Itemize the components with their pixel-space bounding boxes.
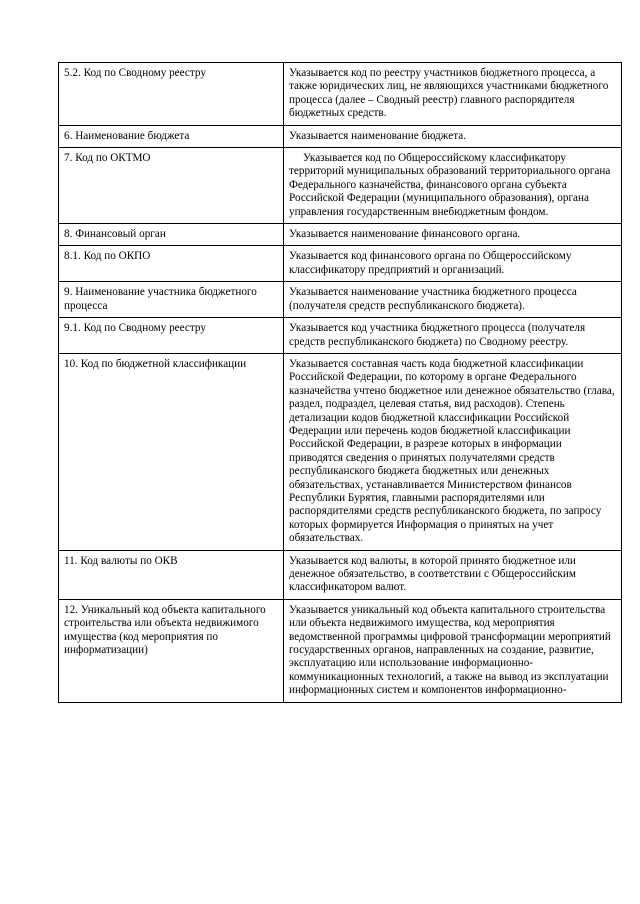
- table-row: [59, 353, 622, 550]
- field-description-cell: Указывается код по реестру участников бюджетного процесса, а также юридических лиц, не являющихся участниками бюджетного процесса (далее – Сводный реестр) главного распорядителя бюджетных средств.: [284, 63, 622, 126]
- table-row: [59, 148, 622, 224]
- field-name-cell: 10. Код по бюджетной классификации: [59, 353, 284, 550]
- table-row: [59, 224, 622, 246]
- table-row: [59, 125, 622, 147]
- field-name-cell: 8.1. Код по ОКПО: [59, 246, 284, 282]
- field-name-cell: 8. Финансовый орган: [59, 224, 284, 246]
- table-row: [59, 599, 622, 702]
- table-row: [59, 282, 622, 318]
- field-description-cell: Указывается составная часть кода бюджетной классификации Российской Федерации, по которому в органе Федерального казначейства учтено бюджетное или денежное обязательство (глава, раздел, подраздел, целевая статья, вид расходов). Степень детализации кодов бюджетной классификации Российской Федерации или перечень кодов бюджетной классификации Российской Федерации, в разрезе которых в информации приводятся сведения о принятых получателями средств республиканского бюджета бюджетных или денежных обязательствах, устанавливается Министерством финансов Республики Бурятия, главными распорядителями или распорядителями средств республиканского бюджета, по запросу которых формируется Информация о принятых на учет обязательствах.: [284, 353, 622, 550]
- field-description-cell: Указывается код участника бюджетного процесса (получателя средств республиканского бюджета) по Сводному реестру.: [284, 318, 622, 354]
- field-description-cell: Указывается код валюты, в которой принято бюджетное или денежное обязательство, в соответствии с Общероссийским классификатором валют.: [284, 550, 622, 599]
- field-name-cell: 9. Наименование участника бюджетного процесса: [59, 282, 284, 318]
- field-description-text: Указывается код по Общероссийскому классификатору территорий муниципальных образований территориального органа Федерального казначейства, финансового органа субъекта Российской Федерации (муниципального образования), органа управления государственным внебюджетным фондом.: [289, 152, 611, 218]
- field-name-cell: 6. Наименование бюджета: [59, 125, 284, 147]
- field-description-cell: Указывается наименование бюджета.: [284, 125, 622, 147]
- table-row: [59, 63, 622, 126]
- field-description-cell: Указывается наименование финансового органа.: [284, 224, 622, 246]
- field-description-cell: Указывается наименование участника бюджетного процесса (получателя средств республиканского бюджета).: [284, 282, 622, 318]
- field-name-cell: 7. Код по ОКТМО: [59, 148, 284, 224]
- field-name-cell: 11. Код валюты по ОКВ: [59, 550, 284, 599]
- table-row: [59, 550, 622, 599]
- field-description-cell: [284, 148, 622, 224]
- table-row: [59, 318, 622, 354]
- table-row: [59, 246, 622, 282]
- field-name-cell: 12. Уникальный код объекта капитального строительства или объекта недвижимого имущества (код мероприятия по информатизации): [59, 599, 284, 702]
- field-description-cell: Указывается уникальный код объекта капитального строительства или объекта недвижимого имущества, код мероприятия ведомственной программы цифровой трансформации мероприятий государственных органов, направленных на создание, развитие, эксплуатацию или использование информационно-коммуникационных технологий, а также на вывод из эксплуатации информационных систем и компонентов информационно-: [284, 599, 622, 702]
- field-name-cell: 5.2. Код по Сводному реестру: [59, 63, 284, 126]
- field-name-cell: 9.1. Код по Сводному реестру: [59, 318, 284, 354]
- field-description-table: [58, 62, 622, 703]
- field-description-cell: Указывается код финансового органа по Общероссийскому классификатору предприятий и организаций.: [284, 246, 622, 282]
